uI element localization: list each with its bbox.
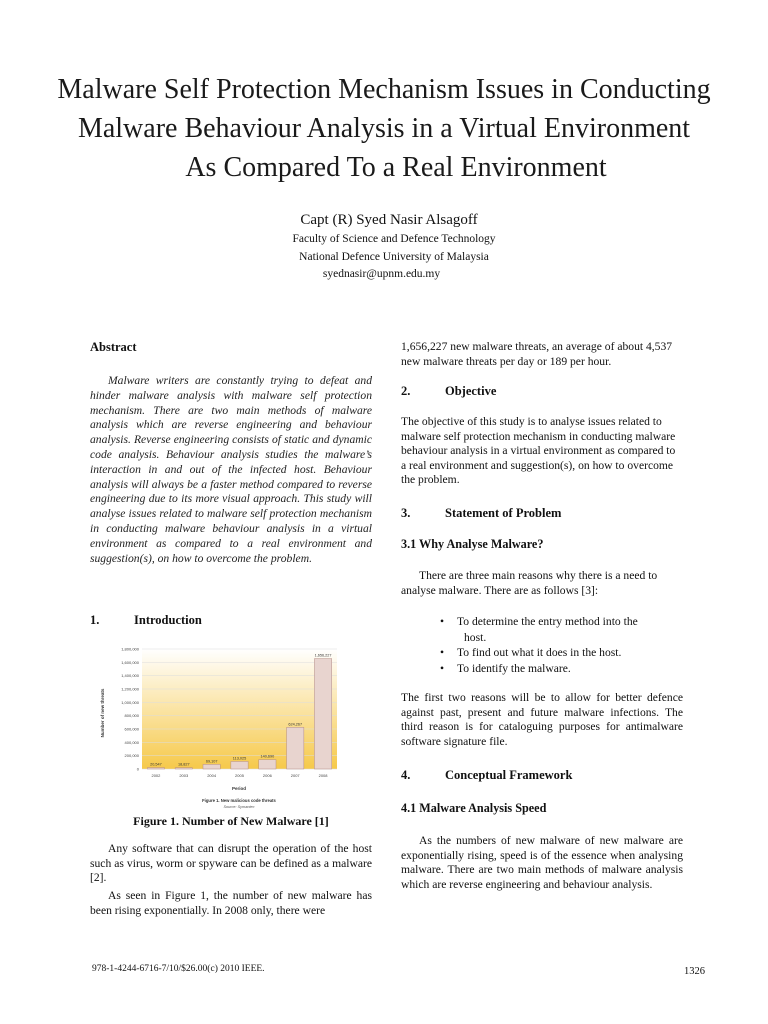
- abstract-heading: Abstract: [90, 340, 137, 354]
- title-line-2: Malware Behaviour Analysis in a Virtual Environment: [77, 113, 691, 144]
- list-item-text: To identify the malware.: [457, 661, 571, 675]
- section-number: 1.: [90, 613, 100, 627]
- reasons-list: [440, 614, 690, 676]
- chart-x-axis-label: Period: [231, 786, 247, 791]
- chart-svg: [92, 643, 342, 813]
- chart-value-label: 20,547: [150, 762, 162, 767]
- chart-bar: [147, 768, 164, 769]
- chart-y-tick-label: 1,800,000: [121, 646, 139, 652]
- bullet-icon: •: [440, 661, 445, 675]
- chart-bar: [175, 768, 192, 769]
- abstract-text: Malware writers are constantly trying to defeat and hinder malware analysis with malware self protection mechanism. There are two main methods of malware analysis which are reverse engineering and behaviour analysis. Reverse engineering consists of static and dynamic code analysis. Behaviour analysis studies the malware’s interaction in and out of the infected host. Behaviour analysis will always be a faster method compared to reverse engineering due to its more visual approach. This study will analyse issues related to malware self protection mechanism in conducting malware behaviour analysis in a virtual environment as compared to a real environment and suggestion(s), on how to overcome the problem.: [90, 374, 372, 565]
- chart-title: Figure 1. New malicious code threats: [202, 798, 276, 803]
- chart-x-tick-label: 2007: [290, 773, 300, 778]
- chart-y-tick-label: 200,000: [124, 753, 139, 759]
- chart-source: Source: Symantec: [223, 805, 255, 809]
- chart-bar: [314, 659, 331, 769]
- chart-value-label: 69,107: [205, 759, 218, 764]
- footer-copyright: 978-1-4244-6716-7/10/$26.00(c) 2010 IEEE.: [92, 964, 265, 974]
- list-item-text: To find out what it does in the host.: [457, 646, 622, 659]
- section-title: Conceptual Framework: [445, 768, 573, 782]
- framework-text: As the numbers of new malware of new malware are exponentially rising, speed is of the essence when analysing malware. There are two main methods of malware analysis which are reverse engineering and behaviour analysis.: [401, 834, 683, 891]
- author-university: National Defence University of Malaysia: [299, 251, 489, 263]
- chart-y-axis-label: Number of new threats: [100, 688, 105, 738]
- author-email[interactable]: syednasir@upnm.edu.my: [322, 268, 441, 280]
- chart-plot-area: [142, 649, 337, 769]
- title-line-1: Malware Self Protection Mechanism Issues in Conducting: [57, 74, 711, 105]
- chart-value-label: 624,267: [288, 722, 303, 727]
- chart-bar: [259, 760, 276, 769]
- problem-closing: The first two reasons will be to allow for better defence against past, present and future malware infections. The third reason is for cataloguing purposes for antimalware software signature file.: [401, 691, 683, 748]
- chart-x-tick-label: 2002: [151, 773, 161, 778]
- section-number: 4.: [401, 768, 411, 782]
- list-item-text: To determine the entry method into the: [457, 615, 638, 628]
- list-item: [440, 661, 690, 677]
- chart-y-tick-label: 400,000: [124, 739, 139, 745]
- author-name: Capt (R) Syed Nasir Alsagoff: [300, 212, 478, 228]
- figure-caption: Figure 1. Number of New Malware [1]: [133, 814, 329, 828]
- section-title: Introduction: [134, 613, 202, 627]
- chart-value-label: 1,656,227: [314, 653, 332, 658]
- problem-intro: There are three main reasons why there is a need to analyse malware. There are as follows [3]:: [401, 569, 658, 597]
- chart-value-label: 140,690: [260, 754, 275, 759]
- chart-y-tick-label: 600,000: [124, 726, 139, 732]
- chart-bar: [203, 764, 220, 769]
- bullet-icon: •: [440, 646, 445, 659]
- intro-paragraph-3: 1,656,227 new malware threats, an average of about 4,537 new malware threats per day or 189 per hour.: [401, 340, 673, 368]
- paper-title: [20, 70, 748, 187]
- section-title: Statement of Problem: [445, 506, 562, 520]
- chart-x-tick-label: 2005: [235, 773, 244, 778]
- title-line-3: As Compared To a Real Environment: [185, 152, 607, 183]
- chart-bar: [231, 761, 248, 769]
- chart-x-tick-label: 2004: [207, 773, 217, 778]
- objective-text: The objective of this study is to analyse issues related to malware self protection mechanism in conducting malware behaviour analysis in a virtual environment as compared to a real environment and suggestion(s), on how to overcome the problem.: [401, 415, 676, 486]
- chart-x-tick-label: 2008: [318, 773, 328, 778]
- problem-heading: [401, 506, 561, 521]
- page-number: 1326: [684, 966, 705, 977]
- intro-paragraph-1: Any software that can disrupt the operation of the host such as virus, worm or spyware can be defined as a malware [2].: [90, 842, 372, 884]
- author-faculty: Faculty of Science and Defence Technology: [292, 233, 496, 245]
- new-malware-chart: [92, 643, 342, 813]
- chart-y-tick-label: 0: [136, 766, 139, 772]
- intro-paragraph-2: As seen in Figure 1, the number of new malware has been rising exponentially. In 2008 only, there were: [90, 889, 372, 917]
- chart-y-tick-label: 1,400,000: [121, 673, 139, 679]
- chart-x-tick-label: 2003: [179, 773, 189, 778]
- chart-value-label: 113,025: [232, 756, 247, 761]
- chart-y-tick-label: 800,000: [124, 713, 139, 719]
- bullet-icon: •: [440, 615, 445, 628]
- list-item: [440, 614, 690, 645]
- section-number: 3.: [401, 506, 411, 520]
- introduction-heading: [90, 613, 202, 628]
- list-item-text-continued: host.: [464, 630, 487, 644]
- subsection-heading-4-1: 4.1 Malware Analysis Speed: [401, 801, 547, 815]
- author-block: [0, 210, 768, 282]
- chart-bar: [287, 727, 304, 769]
- chart-y-tick-label: 1,200,000: [121, 686, 139, 692]
- section-number: 2.: [401, 384, 411, 398]
- framework-heading: [401, 768, 572, 783]
- list-item: [440, 645, 690, 661]
- chart-y-tick-label: 1,600,000: [121, 659, 139, 665]
- subsection-heading-3-1: 3.1 Why Analyse Malware?: [401, 537, 544, 551]
- section-title: Objective: [445, 384, 497, 398]
- chart-value-label: 18,827: [177, 762, 190, 767]
- objective-heading: [401, 384, 496, 399]
- chart-x-tick-label: 2006: [262, 773, 272, 778]
- chart-y-tick-label: 1,000,000: [121, 699, 139, 705]
